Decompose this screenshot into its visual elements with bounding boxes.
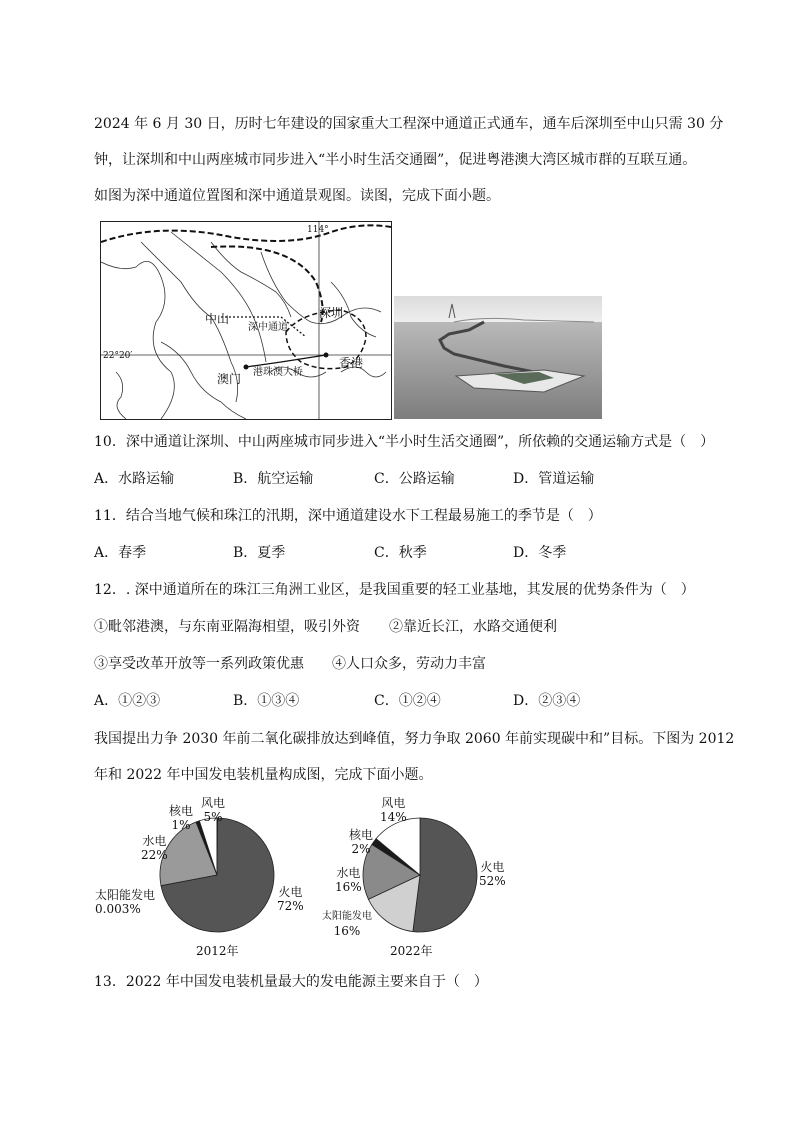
q11-option-d[interactable]: D．冬季 xyxy=(513,545,567,561)
map-label-tunnel: 深中通道 xyxy=(248,322,288,333)
pie-2022-title: 2022年 xyxy=(390,944,433,958)
pie-chart-2022 xyxy=(318,792,518,960)
pie-2022-label-wind: 风电 14% xyxy=(380,796,407,824)
intro-line-3: 如图为深中通道位置图和深中通道景观图。读图，完成下面小题。 xyxy=(94,188,500,204)
pie-2012-label-hydro: 水电 22% xyxy=(141,834,168,862)
pie-2022-label-nuclear: 核电 2% xyxy=(349,828,374,856)
map-label-hongkong: 香港 xyxy=(339,356,364,370)
map-lon-label: 114° xyxy=(307,225,329,235)
q10-option-b[interactable]: B．航空运输 xyxy=(233,471,314,487)
map-drawing xyxy=(101,222,391,419)
q12-statement-1: ①毗邻港澳，与东南亚隔海相望，吸引外资 xyxy=(94,619,360,635)
q11-option-b[interactable]: B．夏季 xyxy=(233,545,286,561)
q12-stem: 12．. 深中通道所在的珠江三角洲工业区，是我国重要的轻工业基地，其发展的优势条件为（ ） xyxy=(94,582,695,598)
pie-2012-svg xyxy=(90,792,310,960)
q10-option-c[interactable]: C．公路运输 xyxy=(374,471,455,487)
q12-option-d[interactable]: D．②③④ xyxy=(513,693,581,709)
intro2-line-2: 年和 2022 年中国发电装机量构成图，完成下面小题。 xyxy=(94,767,433,783)
q12-option-c[interactable]: C．①②④ xyxy=(374,693,441,709)
q10-option-a[interactable]: A．水路运输 xyxy=(94,471,175,487)
q10-option-d[interactable]: D．管道运输 xyxy=(513,471,595,487)
q11-stem: 11．结合当地气候和珠江的汛期，深中通道建设水下工程最易施工的季节是（ ） xyxy=(94,508,602,524)
pie-2012-label-wind: 风电 5% xyxy=(201,796,226,824)
map-label-zhongshan: 中山 xyxy=(205,312,230,326)
pie-2022-label-thermal: 火电 52% xyxy=(479,860,506,888)
intro-line-2: 钟，让深圳和中山两座城市同步进入“半小时生活交通圈”，促进粤港澳大湾区城市群的互联互通。 xyxy=(94,152,697,168)
q12-statement-3: ③享受改革开放等一系列政策优惠 xyxy=(94,656,304,672)
q13-stem: 13．2022 年中国发电装机量最大的发电能源主要来自于（ ） xyxy=(94,974,488,990)
q11-option-c[interactable]: C．秋季 xyxy=(374,545,427,561)
q12-statement-2: ②靠近长江，水路交通便利 xyxy=(389,619,557,635)
tunnel-landscape-photo xyxy=(394,296,602,419)
intro2-line-1: 我国提出力争 2030 年前二氧化碳排放达到峰值，努力争取 2060 年前实现碳中和”目标。下图为 2012 xyxy=(94,731,735,747)
q10-stem: 10．深中通道让深圳、中山两座城市同步进入“半小时生活交通圈”，所依赖的交通运输方式是（ ） xyxy=(94,434,715,450)
q11-option-a[interactable]: A．春季 xyxy=(94,545,147,561)
pie-2022-label-hydro: 水电 16% xyxy=(335,866,362,894)
pie-2012-label-thermal: 火电 72% xyxy=(277,885,304,913)
map-label-shenzhen: 深圳 xyxy=(319,306,344,320)
pie-2022-label-solar: 太阳能发电 16% xyxy=(322,911,372,938)
pie-2012-title: 2012年 xyxy=(196,944,239,958)
pie-chart-2012 xyxy=(90,792,310,960)
map-lat-label: 22°20′ xyxy=(103,351,133,361)
pie-slice-2022-0 xyxy=(413,818,477,932)
map-label-bridge: 港珠澳大桥 xyxy=(253,367,303,378)
intro-line-1: 2024 年 6 月 30 日，历时七年建设的国家重大工程深中通道正式通车，通车后深圳至中山只需 30 分 xyxy=(94,116,724,132)
pie-2012-label-solar: 太阳能发电 0.003% xyxy=(95,888,156,916)
q12-statement-4: ④人口众多，劳动力丰富 xyxy=(332,656,486,672)
q12-option-b[interactable]: B．①③④ xyxy=(233,693,300,709)
q12-option-a[interactable]: A．①②③ xyxy=(94,693,161,709)
location-map xyxy=(100,221,392,420)
map-label-macao: 澳门 xyxy=(217,372,242,386)
pie-2012-label-nuclear: 核电 1% xyxy=(169,804,194,832)
